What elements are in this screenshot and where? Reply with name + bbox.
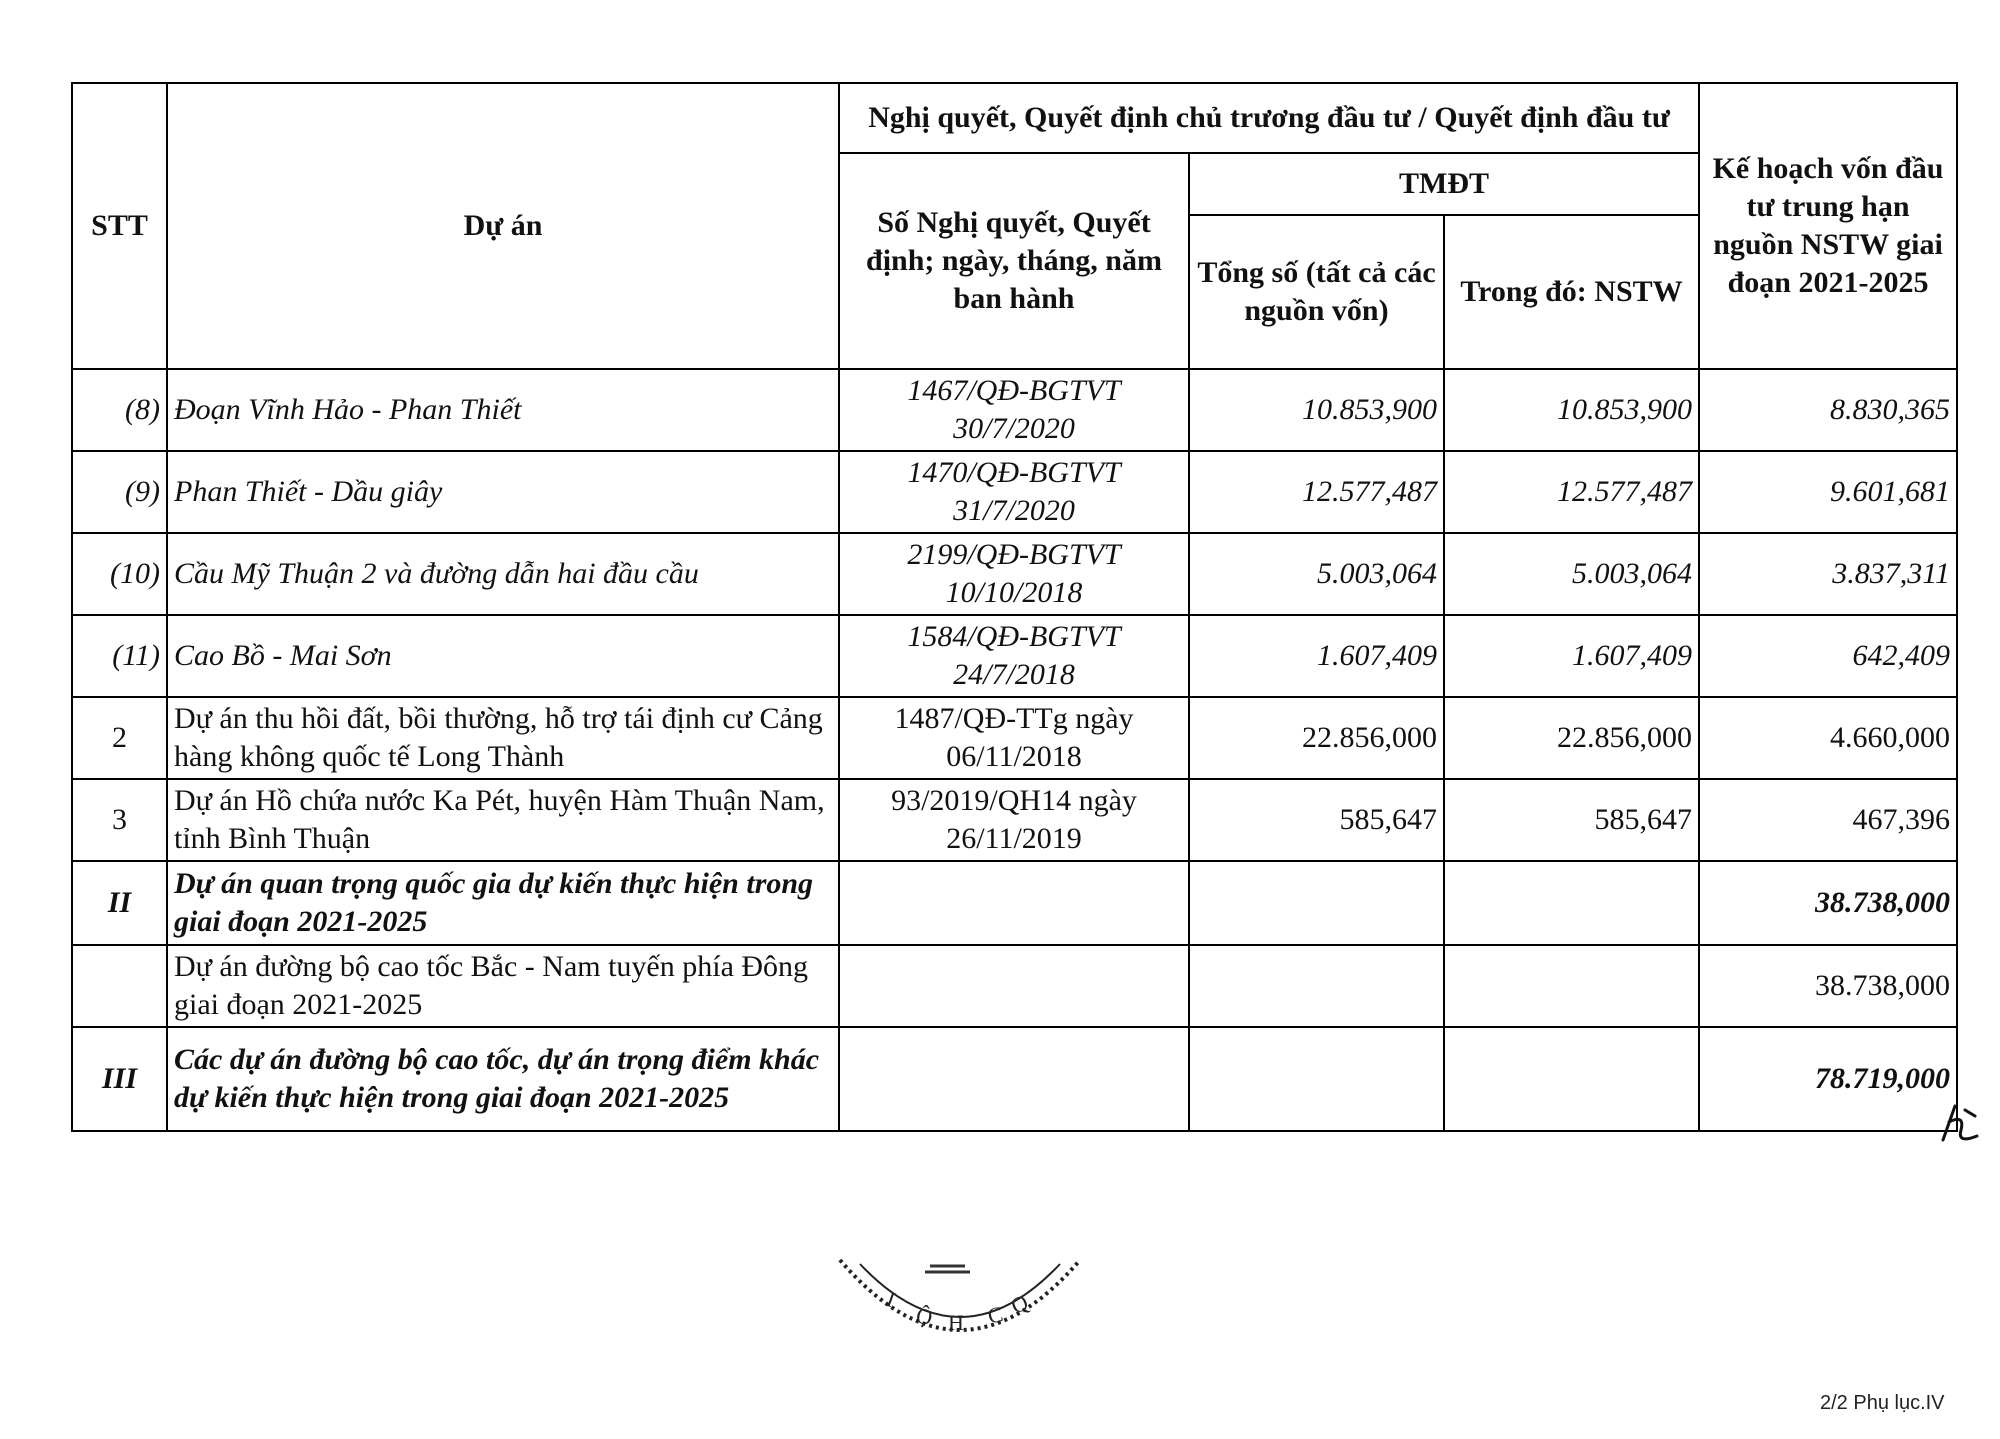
row-ke-hoach: 4.660,000 [1699,697,1957,779]
table-row [72,779,1957,861]
row-so-qd-number: 1467/QĐ-BGTVT [907,374,1121,407]
investment-plan-table [71,82,1958,1132]
row-nstw: 10.853,900 [1444,369,1699,451]
row-stt: (9) [72,451,167,533]
row-so-qd [839,451,1189,533]
row-so-qd [839,369,1189,451]
row-so-qd-number: 1470/QĐ-BGTVT [907,456,1121,489]
row-ke-hoach: 642,409 [1699,615,1957,697]
row-du-an: Dự án quan trọng quốc gia dự kiến thực hiện trong giai đoạn 2021-2025 [167,861,839,945]
row-so-qd [839,615,1189,697]
row-nstw: 585,647 [1444,779,1699,861]
row-so-qd-date: 06/11/2018 [946,740,1082,773]
row-ke-hoach: 38.738,000 [1699,861,1957,945]
svg-text:Q: Q [1007,1289,1032,1319]
row-so-qd [839,533,1189,615]
section-row [72,861,1957,945]
row-tong-so: 1.607,409 [1189,615,1444,697]
row-tong-so [1189,861,1444,945]
row-so-qd-date: 10/10/2018 [945,576,1083,609]
row-so-qd-number: 93/2019/QH14 ngày [891,784,1137,817]
table-row [72,615,1957,697]
table-row [72,533,1957,615]
row-so-qd [839,861,1189,945]
row-stt: (10) [72,533,167,615]
row-so-qd-date: 31/7/2020 [953,494,1075,527]
row-tong-so: 12.577,487 [1189,451,1444,533]
svg-text:H: H [948,1310,964,1335]
row-stt: III [72,1027,167,1131]
row-ke-hoach: 78.719,000 [1699,1027,1957,1131]
row-stt: 3 [72,779,167,861]
row-stt: II [72,861,167,945]
table-row [72,945,1957,1027]
row-du-an: Cao Bồ - Mai Sơn [167,615,839,697]
row-du-an: Cầu Mỹ Thuận 2 và đường dẫn hai đầu cầu [167,533,839,615]
row-ke-hoach: 8.830,365 [1699,369,1957,451]
header-stt: STT [72,83,167,369]
row-tong-so [1189,945,1444,1027]
row-so-qd [839,945,1189,1027]
row-stt: (8) [72,369,167,451]
row-so-qd [839,697,1189,779]
row-du-an: Phan Thiết - Dầu giây [167,451,839,533]
row-so-qd-date: 30/7/2020 [953,412,1075,445]
row-so-qd-number: 1487/QĐ-TTg ngày [894,702,1134,735]
row-stt: 2 [72,697,167,779]
svg-text:I: I [883,1286,899,1313]
row-du-an: Các dự án đường bộ cao tốc, dự án trọng điểm khác dự kiến thực hiện trong giai đoạn 2021-2025 [167,1027,839,1131]
header-nghi-quyet-group: Nghị quyết, Quyết định chủ trương đầu tư / Quyết định đầu tư [839,83,1699,153]
row-nstw [1444,861,1699,945]
row-so-qd-date: 26/11/2019 [946,822,1082,855]
svg-text:Ộ: Ộ [913,1302,935,1331]
row-nstw: 5.003,064 [1444,533,1699,615]
official-seal [830,1250,1090,1370]
row-nstw [1444,1027,1699,1131]
row-du-an: Đoạn Vĩnh Hảo - Phan Thiết [167,369,839,451]
header-trong-do: Trong đó: NSTW [1444,215,1699,369]
svg-text:C: C [985,1301,1006,1329]
row-tong-so [1189,1027,1444,1131]
row-du-an: Dự án Hồ chứa nước Ka Pét, huyện Hàm Thuận Nam, tỉnh Bình Thuận [167,779,839,861]
header-ke-hoach: Kế hoạch vốn đầu tư trung hạn nguồn NSTW giai đoạn 2021-2025 [1699,83,1957,369]
row-du-an: Dự án đường bộ cao tốc Bắc - Nam tuyến phía Đông giai đoạn 2021-2025 [167,945,839,1027]
row-nstw: 22.856,000 [1444,697,1699,779]
row-so-qd-number: 1584/QĐ-BGTVT [907,620,1121,653]
table-row [72,369,1957,451]
row-nstw: 1.607,409 [1444,615,1699,697]
row-stt: (11) [72,615,167,697]
row-so-qd-date: 24/7/2018 [953,658,1075,691]
row-tong-so: 22.856,000 [1189,697,1444,779]
row-nstw [1444,945,1699,1027]
row-so-qd-number: 2199/QĐ-BGTVT [907,538,1121,571]
signature-mark [1935,1100,1985,1150]
header-tong-so: Tổng số (tất cả các nguồn vốn) [1189,215,1444,369]
row-so-qd [839,779,1189,861]
section-row [72,1027,1957,1131]
table-row [72,697,1957,779]
row-stt [72,945,167,1027]
row-ke-hoach: 3.837,311 [1699,533,1957,615]
row-so-qd [839,1027,1189,1131]
row-ke-hoach: 9.601,681 [1699,451,1957,533]
row-du-an: Dự án thu hồi đất, bồi thường, hỗ trợ tái định cư Cảng hàng không quốc tế Long Thành [167,697,839,779]
page-footer-label: 2/2 Phụ lục.IV [1820,1392,1945,1414]
header-du-an: Dự án [167,83,839,369]
row-nstw: 12.577,487 [1444,451,1699,533]
row-ke-hoach: 467,396 [1699,779,1957,861]
table-row [72,451,1957,533]
row-ke-hoach: 38.738,000 [1699,945,1957,1027]
row-tong-so: 5.003,064 [1189,533,1444,615]
row-tong-so: 10.853,900 [1189,369,1444,451]
header-tmdt: TMĐT [1189,153,1699,215]
header-so-nghi-quyet: Số Nghị quyết, Quyết định; ngày, tháng, năm ban hành [839,153,1189,369]
row-tong-so: 585,647 [1189,779,1444,861]
